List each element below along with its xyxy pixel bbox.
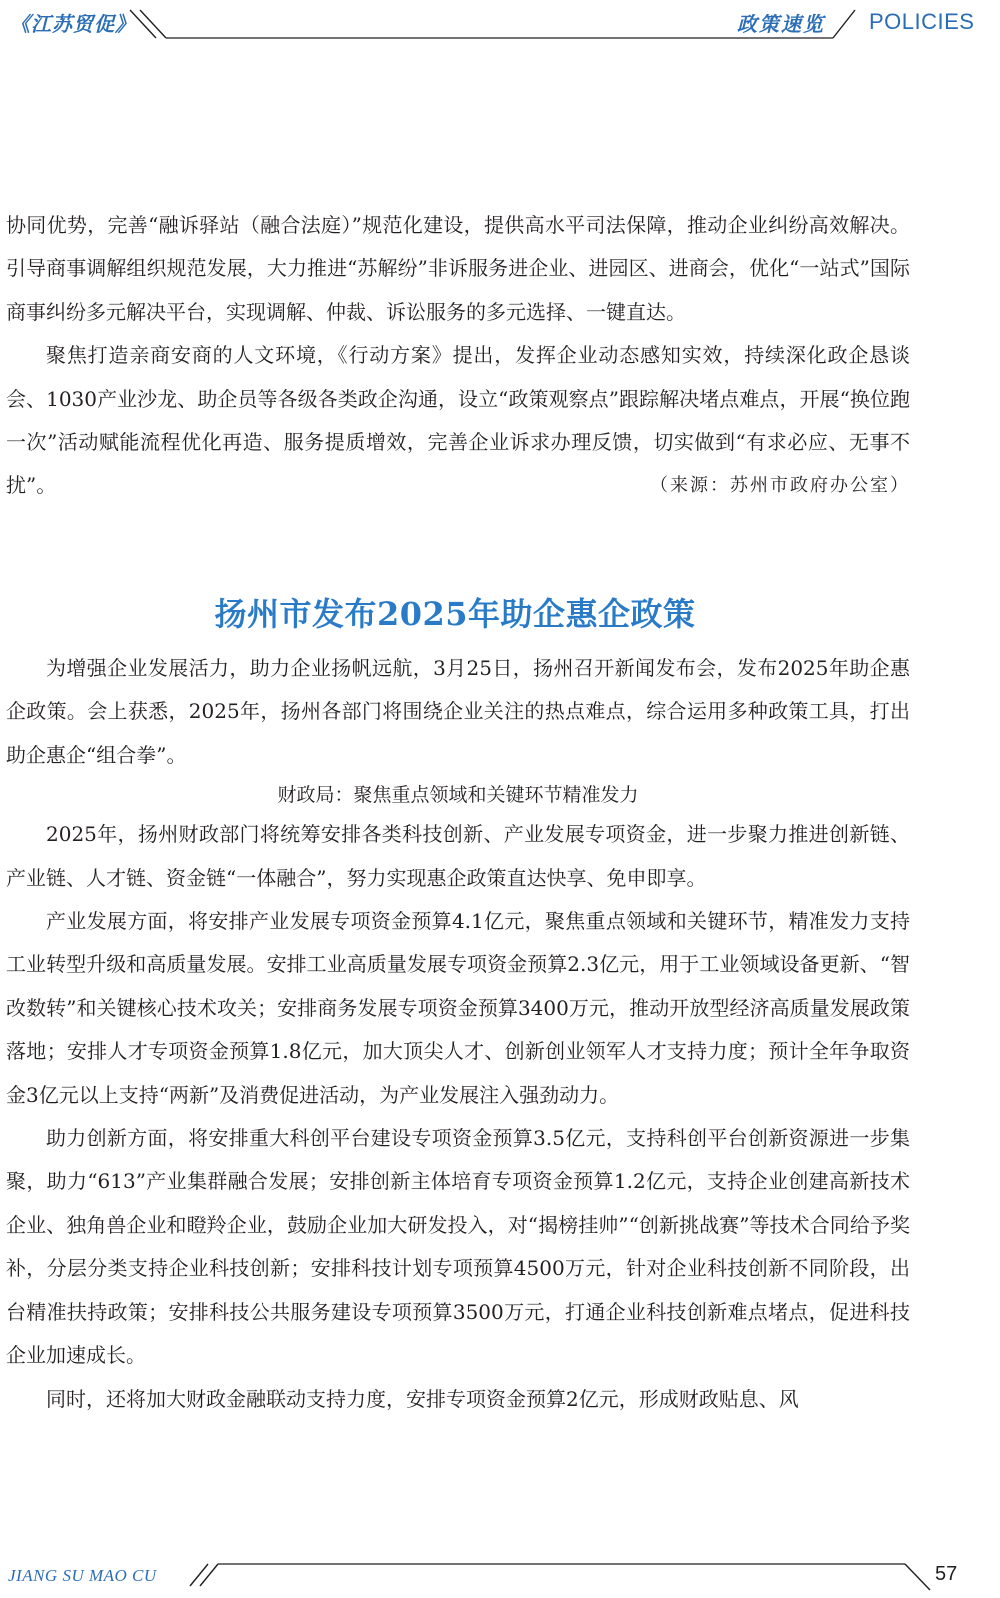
article1-paragraph-1: 协同优势，完善“融诉驿站（融合法庭）”规范化建设，提供高水平司法保障，推动企业纠纷高效解决。引导商事调解组织规范发展，大力推进“苏解纷”非诉服务进企业、进园区、进商会，优化“一站式”国际商事纠纷多元解决平台，实现调解、仲裁、诉讼服务的多元选择、一键直达。 [6, 213, 910, 324]
article2-paragraph-3: 助力创新方面，将安排重大科创平台建设专项资金预算3.5亿元，支持科创平台创新资源进一步集聚，助力“613”产业集群融合发展；安排创新主体培育专项资金预算1.2亿元，支持企业创建高新技术企业、独角兽企业和瞪羚企业，鼓励企业加大研发投入，对“揭榜挂帅”“创新挑战赛”等技术合同给予奖补，分层分类支持企业科技创新；安排科技计划专项预算4500万元，针对企业科技创新不同阶段，出台精准扶持政策；安排科技公共服务建设专项预算3500万元，打通企业科技创新难点堵点，促进科技企业加速成长。 [6, 1126, 910, 1368]
magazine-name-en: JIANG SU MAO CU [8, 1566, 157, 1585]
page-footer [0, 1550, 1000, 1598]
article2-paragraph-1: 2025年，扬州财政部门将统筹安排各类科技创新、产业发展专项资金，进一步聚力推进创新链、产业链、人才链、资金链“一体融合”，努力实现惠企政策直达快享、免申即享。 [6, 822, 910, 890]
article2-subhead: 财政局：聚焦重点领域和关键环节精准发力 [277, 784, 639, 807]
article1-paragraph-2-text: 聚焦打造亲商安商的人文环境，《行动方案》提出，发挥企业动态感知实效，持续深化政企恳谈会、1030产业沙龙、助企员等各级各类政企沟通，设立“政策观察点”跟踪解决堵点难点，开展“换位跑一次”活动赋能流程优化再造、服务提质增效，完善企业诉求办理反馈，切实做到“有求必应、无事不扰”。 [6, 343, 910, 498]
article1-body [6, 204, 910, 508]
page-number: 57 [935, 1563, 958, 1585]
article1-paragraph-2 [6, 334, 910, 508]
article2-intro: 为增强企业发展活力，助力企业扬帆远航，3月25日，扬州召开新闻发布会，发布2025年助企惠企政策。会上获悉，2025年，扬州各部门将围绕企业关注的热点难点，综合运用多种政策工具，打出助企惠企“组合拳”。 [6, 656, 910, 767]
article2-title: 扬州市发布2025年助企惠企政策 [214, 595, 696, 633]
article2-paragraph-2: 产业发展方面，将安排产业发展专项资金预算4.1亿元，聚焦重点领域和关键环节，精准发力支持工业转型升级和高质量发展。安排工业高质量发展专项资金预算2.3亿元，用于工业领域设备更新、“智改数转”和关键核心技术攻关；安排商务发展专项资金预算3400万元，推动开放型经济高质量发展政策落地；安排人才专项资金预算1.8亿元，加大顶尖人才、创新创业领军人才支持力度；预计全年争取资金3亿元以上支持“两新”及消费促进活动，为产业发展注入强劲动力。 [6, 909, 910, 1107]
section-title-cn: 政策速览 [737, 12, 825, 36]
header-divider-line [0, 0, 1000, 46]
page-header [0, 0, 1000, 46]
article2-body [6, 647, 910, 1421]
section-title-en: POLICIES [869, 9, 975, 34]
article1-source: （来源：苏州市政府办公室） [650, 475, 910, 497]
article2-paragraph-4: 同时，还将加大财政金融联动支持力度，安排专项资金预算2亿元，形成财政贴息、风 [46, 1386, 799, 1411]
magazine-name: 《江苏贸促》 [10, 12, 136, 36]
